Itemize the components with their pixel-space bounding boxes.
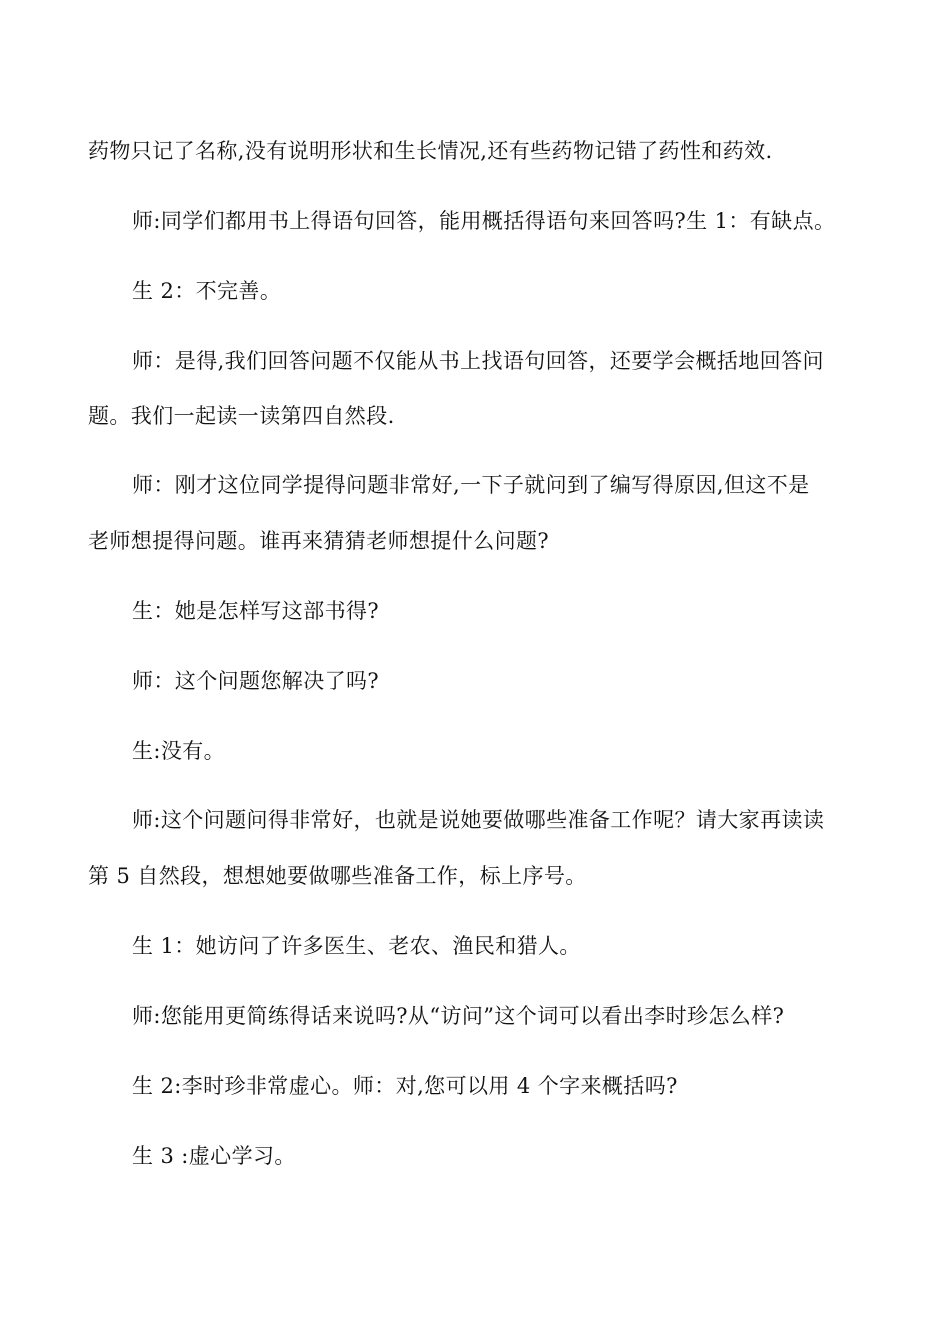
text-line: 师：是得,我们回答问题不仅能从书上找语句回答，还要学会概括地回答问 <box>132 349 824 373</box>
text-line: 生 2:李时珍非常虚心。师：对,您可以用 4 个字来概括吗? <box>132 1074 678 1098</box>
text-line: 老师想提得问题。谁再来猜猜老师想提什么问题? <box>88 529 550 553</box>
text-line: 师:您能用更简练得话来说吗?从“访问”这个词可以看出李时珍怎么样? <box>132 1004 785 1028</box>
text-line: 第 5 自然段，想想她要做哪些准备工作，标上序号。 <box>88 864 587 888</box>
text-line: 药物只记了名称,没有说明形状和生长情况,还有些药物记错了药性和药效. <box>88 139 773 163</box>
text-line: 生:没有。 <box>132 739 226 763</box>
text-line: 生 2：不完善。 <box>132 279 282 303</box>
text-line: 生 3 :虚心学习。 <box>132 1144 296 1168</box>
text-line: 师:这个问题问得非常好，也就是说她要做哪些准备工作呢？请大家再读读 <box>132 808 825 832</box>
text-line: 生：她是怎样写这部书得? <box>132 599 380 623</box>
text-line: 生 1：她访问了许多医生、老农、渔民和猎人。 <box>132 934 581 958</box>
text-line: 师：刚才这位同学提得问题非常好,一下子就问到了编写得原因,但这不是 <box>132 473 810 497</box>
text-line: 师:同学们都用书上得语句回答，能用概括得语句来回答吗?生 1：有缺点。 <box>132 209 836 233</box>
text-line: 题。我们一起读一读第四自然段. <box>88 404 395 428</box>
text-line: 师：这个问题您解决了吗? <box>132 669 380 693</box>
